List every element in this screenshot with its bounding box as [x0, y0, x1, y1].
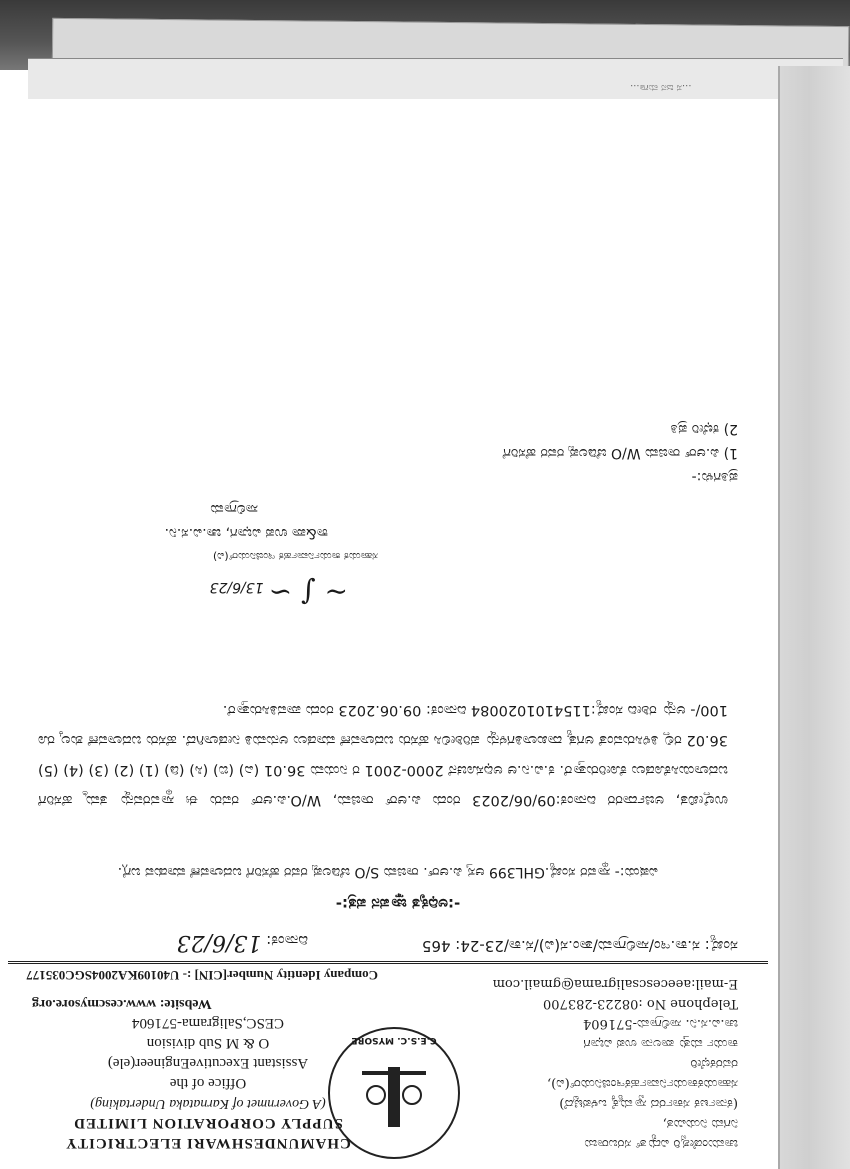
telephone: Telephone No :08223-283700	[542, 996, 738, 1011]
website: Website: www.cescmysore.org	[32, 996, 212, 1011]
subdivision-line: O & M Sub division	[146, 1035, 270, 1051]
office-line: Office of the	[169, 1075, 247, 1091]
letterhead-line: ಕಾರ್ಯ ಮತ್ತು ಪಾಲನಾ ಉಪ ವಿಭಾಗ	[583, 1036, 738, 1051]
letterhead-line: (ಕರ್ನಾಟಕ ಸರ್ಕಾರದ ಸ್ವಾಮ್ಯಕ್ಕೆ ಒಳಪಟ್ಟಿದೆ)	[559, 1096, 738, 1111]
signature-stamp: ಸಹಾಯಕ ಕಾರ್ಯನಿರ್ವಾಹಕ ಇಂಜಿನಿಯರ್(ವಿ)	[212, 550, 378, 563]
cin-number: Company Identity Number[CIN] :- U40109KA2004SGC035177	[26, 968, 378, 983]
letterhead-english	[28, 993, 388, 1153]
copy-to-heading: ಪ್ರತಿಗಳು:-	[691, 469, 738, 485]
company-name-2: SUPPLY CORPORATION LIMITED	[73, 1115, 343, 1131]
document-page	[0, 95, 778, 1169]
copy-to-item: 2) ಕಛೇರಿ ಪ್ರತಿ	[670, 421, 738, 437]
rotated-content	[0, 95, 778, 1169]
body-paragraph: ಉಲ್ಲೇಖಿತ, ಅರ್ಜಿದಾರರ ದಿನಾಂಕ:09/06/2023 ರಂದು ಪಿ.ಆರ್ ರಾಜಿಮ, W/O.ಪಿ.ಆರ್ ರವರು ಈ ಸ್ಥಾವರವನ್ನು ತಮ್ಮ ಹೆಸರಿಗೆ ಬದಲಾಯಿಸಿಕೊಡಲು ಕೋರಿರುತ್ತಾರೆ. ಕ.ವಿ.ನಿ.ಆ ಅಧಿಸೂಚನೆ 2000-2001 ರ ನಿಯಮ 36.01 (ಎ) (ಬಿ) (ಸಿ) (ಡಿ) (1) (2) (3) (4) (5) 36.02 ರಲ್ಲಿ ತಿಳಿಸಿರುವಂತೆ ಅಗತ್ಯ ದಾಖಲಾತಿಗಳನ್ನು ಪರಿಶೀಲಿಸಿ ಹೆಸರು ಬದಲಾವಣೆ ಮಾಡಲು ಅನುಮತಿ ನೀಡಲಾಗಿದೆ. ಹೆಸರು ಬದಲಾವಣೆ ಶುಲ್ಕ ರೂ 100/- ಅನ್ನು ರಶೀದಿ ಸಂಖ್ಯೆ:1154101020084 ದಿನಾಂಕ: 09.06.2023 ರಂದು ಪಾವತಿಸಿರುತ್ತಾರೆ.	[38, 702, 728, 808]
letterhead-line: ಸಹಾಯಕಕಾರ್ಯನಿರ್ವಾಹಕಇಂಜಿನಿಯರ್(ವಿ),	[547, 1076, 738, 1091]
logo-text: C.E.S.C. MYSORE	[351, 1035, 437, 1045]
address-line: CESC,Saligrama-571604	[131, 1015, 285, 1031]
reference-number: ಸಂಖ್ಯೆ: ಸ.ಕಾ.ಇಂ/ಸಾಲಿಗ್ರಾಮ/ತಾಂ.ಸ(ವಿ)/ಸ.ಕಾ/23-24: 465	[421, 937, 738, 955]
signatory-place: ಸಾಲಿಗ್ರಾಮ	[210, 501, 258, 517]
underlying-sheet-edge	[28, 58, 843, 99]
letterhead-line: ಚಾ.ವಿ.ಸ.ನಿ. ಸಾಲಿಗ್ರಾಮ-571604	[583, 1016, 738, 1031]
designation-line: Assistant ExecutiveEngineer(ele)	[107, 1055, 309, 1071]
subject-line: ವಿಷಯ:- ಸ್ಥಾವರ ಸಂಖ್ಯೆ.GHL399 ಆಸ್ತ ಪಿ.ಆರ್. ರಾಜಿಮ S/O ಜೆಡಿಲಪ್ಪ ರವರ ಹೆಸರಿಗೆ ಬದಲಾವಣೆ ಮಾಡುವ ಬಗ್ಗೆ.	[117, 864, 658, 880]
letter-date	[177, 930, 308, 955]
date-value: 13/6/23	[176, 930, 262, 955]
sheet-edge-note: ...ಸ ಜನ ಮಗಾ...	[630, 82, 692, 93]
copy-to-section	[503, 417, 738, 489]
handwritten-signature: ~ ∫ ∽	[268, 576, 348, 609]
signature-date: 13/6/23	[209, 579, 264, 595]
letterhead-line: ನಿಗಮ ನಿಯಮಿತ,	[662, 1116, 738, 1131]
document-title: -:ಅಧಿಕೃತ ಜ್ಞಾಪನ ಪತ್ರ:-	[335, 895, 461, 913]
date-label: ದಿನಾಂಕ:	[266, 932, 308, 950]
govt-undertaking: (A Governmet of Karnataka Undertaking)	[90, 1096, 326, 1111]
company-name: CHAMUNDESHWARI ELECTRICITY	[65, 1135, 351, 1151]
letterhead-line: ಚಾಮುಂಡೇಶ್ವರಿ ವಿದ್ಯುತ್ ಸರಬರಾಜು	[584, 1136, 738, 1151]
letterhead-kannada	[493, 973, 738, 1153]
header-divider	[8, 961, 768, 964]
signature-block	[210, 576, 348, 609]
email: E-mail:aeecescsaligrama@gmail.com	[492, 976, 738, 991]
page-right-margin	[778, 66, 850, 1169]
letterhead-line: ರವರಕಛೇರಿ	[690, 1056, 738, 1071]
copy-to-item: 1) ಪಿ.ಆರ್ ರಾಜಿಮ W/O ಜೆಡಿಲಪ್ಪ ರವರ ಹೆಸರಿಗೆ	[502, 445, 738, 461]
signatory-office: ಕಾ&ಪಾ ಉಪ ವಿಭಾಗ, ಚಾ.ವಿ.ಸ.ನಿ.	[164, 525, 328, 541]
